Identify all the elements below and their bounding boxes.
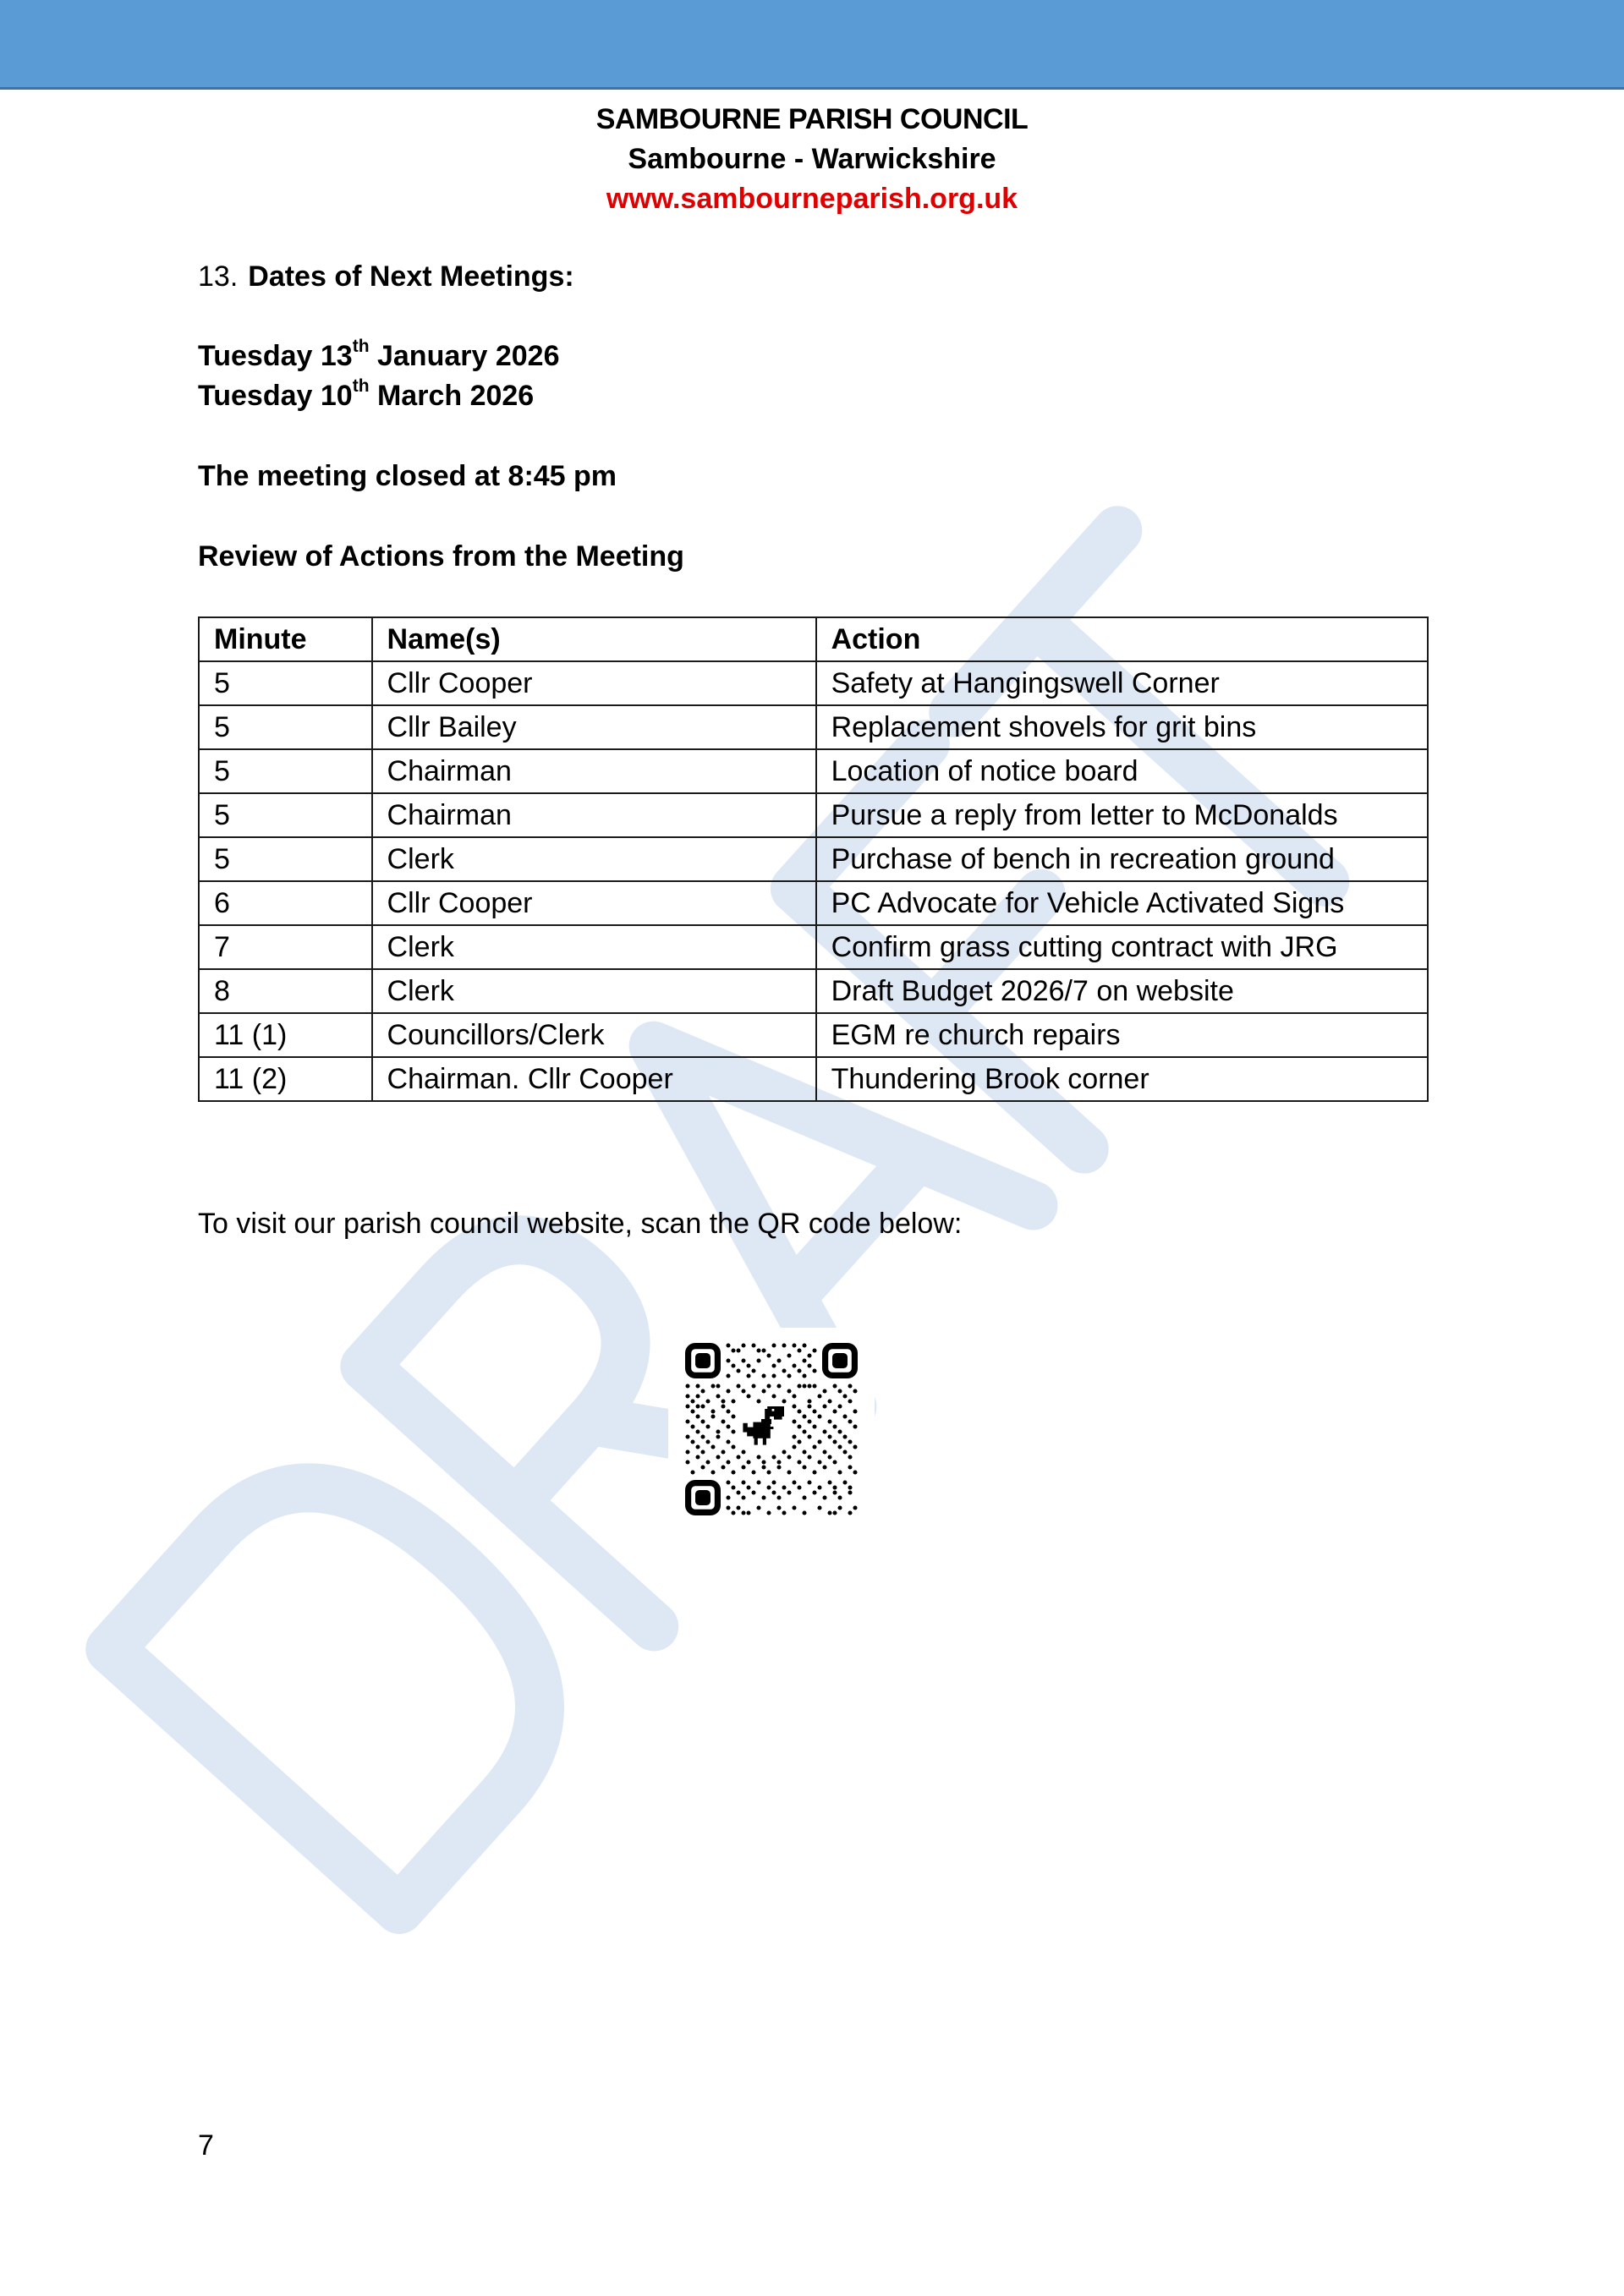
qr-code[interactable] bbox=[668, 1328, 875, 1527]
meeting-day-suffix: th bbox=[352, 375, 370, 396]
meeting-day: 13 bbox=[320, 340, 353, 372]
website-link[interactable]: www.sambourneparish.org.uk bbox=[606, 183, 1018, 215]
cell-names: Councillors/Clerk bbox=[372, 1013, 816, 1057]
dinosaur-icon bbox=[743, 1406, 784, 1445]
meeting-day: 10 bbox=[320, 380, 353, 412]
meeting-weekday: Tuesday bbox=[198, 380, 313, 412]
meeting-date bbox=[198, 376, 559, 416]
cell-names: Cllr Bailey bbox=[372, 705, 816, 749]
column-header-action: Action bbox=[816, 617, 1428, 661]
next-meeting-dates bbox=[198, 337, 559, 416]
table-row bbox=[199, 749, 1428, 793]
table-row bbox=[199, 1013, 1428, 1057]
table-row bbox=[199, 705, 1428, 749]
cell-minute: 5 bbox=[199, 749, 372, 793]
cell-names: Chairman. Cllr Cooper bbox=[372, 1057, 816, 1101]
column-header-minute: Minute bbox=[199, 617, 372, 661]
section-number: 13. bbox=[198, 260, 239, 293]
cell-minute: 7 bbox=[199, 925, 372, 969]
meeting-day-suffix: th bbox=[352, 336, 370, 356]
column-header-names: Name(s) bbox=[372, 617, 816, 661]
cell-names: Cllr Cooper bbox=[372, 661, 816, 705]
cell-action: Replacement shovels for grit bins bbox=[816, 705, 1428, 749]
cell-action: EGM re church repairs bbox=[816, 1013, 1428, 1057]
cell-action: Location of notice board bbox=[816, 749, 1428, 793]
cell-action: Draft Budget 2026/7 on website bbox=[816, 969, 1428, 1013]
organisation-name: SAMBOURNE PARISH COUNCIL bbox=[595, 103, 1029, 135]
cell-minute: 5 bbox=[199, 837, 372, 881]
cell-minute: 11 (1) bbox=[199, 1013, 372, 1057]
header-bar bbox=[0, 0, 1624, 90]
review-actions-heading: Review of Actions from the Meeting bbox=[198, 540, 684, 573]
meeting-weekday: Tuesday bbox=[198, 340, 313, 372]
cell-names: Clerk bbox=[372, 969, 816, 1013]
table-row bbox=[199, 1057, 1428, 1101]
cell-action: Purchase of bench in recreation ground bbox=[816, 837, 1428, 881]
meeting-closed-text: The meeting closed at 8:45 pm bbox=[198, 460, 617, 492]
actions-table bbox=[198, 616, 1429, 1102]
qr-intro-text: To visit our parish council website, scan the QR code below: bbox=[198, 1208, 963, 1240]
cell-minute: 8 bbox=[199, 969, 372, 1013]
cell-minute: 5 bbox=[199, 661, 372, 705]
cell-names: Clerk bbox=[372, 925, 816, 969]
table-row bbox=[199, 925, 1428, 969]
cell-action: PC Advocate for Vehicle Activated Signs bbox=[816, 881, 1428, 925]
page-number: 7 bbox=[198, 2129, 214, 2162]
cell-minute: 5 bbox=[199, 705, 372, 749]
meeting-month-year: March 2026 bbox=[376, 380, 535, 412]
table-row bbox=[199, 837, 1428, 881]
cell-action: Confirm grass cutting contract with JRG bbox=[816, 925, 1428, 969]
organisation-location: Sambourne - Warwickshire bbox=[628, 143, 996, 175]
cell-action: Thundering Brook corner bbox=[816, 1057, 1428, 1101]
table-header-row bbox=[199, 617, 1428, 661]
letterhead bbox=[0, 100, 1624, 219]
meeting-month-year: January 2026 bbox=[376, 340, 560, 372]
cell-names: Chairman bbox=[372, 749, 816, 793]
section-heading bbox=[198, 258, 574, 296]
table-row bbox=[199, 969, 1428, 1013]
cell-minute: 6 bbox=[199, 881, 372, 925]
table-row bbox=[199, 881, 1428, 925]
cell-action: Pursue a reply from letter to McDonalds bbox=[816, 793, 1428, 837]
table-row bbox=[199, 793, 1428, 837]
cell-minute: 5 bbox=[199, 793, 372, 837]
section-title: Dates of Next Meetings: bbox=[248, 260, 574, 293]
table-row bbox=[199, 661, 1428, 705]
cell-names: Clerk bbox=[372, 837, 816, 881]
meeting-date bbox=[198, 337, 559, 376]
cell-action: Safety at Hangingswell Corner bbox=[816, 661, 1428, 705]
cell-names: Cllr Cooper bbox=[372, 881, 816, 925]
cell-names: Chairman bbox=[372, 793, 816, 837]
cell-minute: 11 (2) bbox=[199, 1057, 372, 1101]
qr-code-with-dinosaur-icon bbox=[685, 1343, 858, 1515]
